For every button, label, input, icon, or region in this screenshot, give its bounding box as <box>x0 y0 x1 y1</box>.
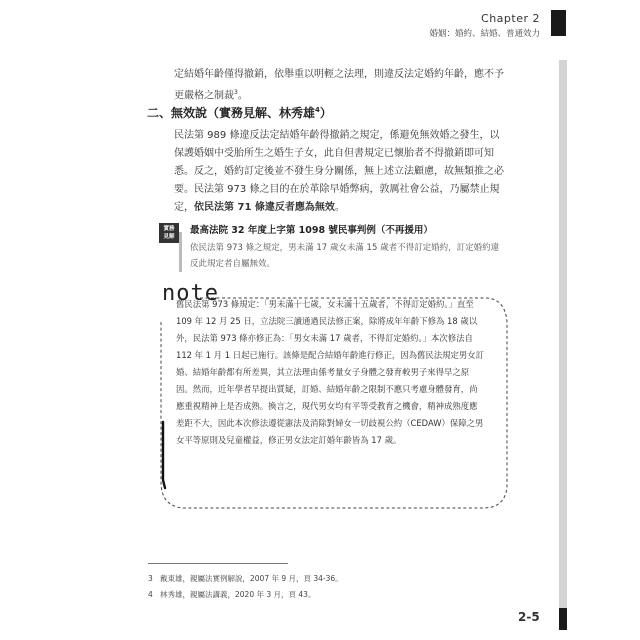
page-number: 2-5 <box>518 610 540 624</box>
section-heading <box>147 104 332 121</box>
page-tab-marker <box>559 608 567 630</box>
case-text: 依民法第 973 條之規定，男未滿 17 歲女未滿 15 歲者不得訂定婚約，訂定婚約違反此規定者自屬無效。 <box>190 243 500 269</box>
footnote-item <box>148 589 315 600</box>
footnote-rule <box>148 563 288 564</box>
section-body-bold: 依民法第 71 條違反者應為無效 <box>194 202 335 213</box>
section-body <box>174 127 509 217</box>
badge-line-2: 見解 <box>163 234 175 240</box>
footnote-text: 戴東雄，親屬法實例解說，2007 年 9 月，頁 34-36。 <box>160 574 343 583</box>
section-title: 二、無效說（實務見解、林秀雄 <box>147 106 316 120</box>
footnote-number: 4 <box>148 590 153 599</box>
footnote-item <box>148 573 343 584</box>
footnote-ref-3: 3 <box>234 89 238 96</box>
section-title-close: ） <box>319 106 332 120</box>
footnote-text: 林秀雄，親屬法講義，2020 年 3 月，頁 43。 <box>160 590 316 599</box>
chapter-subtitle: 婚姻：婚約、結婚、普通效力 <box>429 29 540 39</box>
footnote-number: 3 <box>148 574 153 583</box>
case-side-rule <box>179 232 182 272</box>
footnote-ref-4: 4 <box>315 106 320 114</box>
section-body-end: 。 <box>334 202 345 213</box>
practice-badge <box>159 223 179 243</box>
case-title: 最高法院 32 年度上字第 1098 號民事判例（不再援用） <box>190 225 433 236</box>
intro-text: 定結婚年齡僅得撤銷，依舉重以明輕之法理，則違反法定婚約年齡，應不予更嚴格之制裁 <box>174 69 504 102</box>
section-body-text: 民法第 989 條違反法定結婚年齡得撤銷之規定，係避免無效婚之發生，以保護婚姻中受胎所生之婚生子女，此自但書規定已懷胎者不得撤銷即可知悉。反之，婚約訂定後並不發生身分關係，無上述立法顧慮，故無類推之必要。民法第 973 條之目的在於革除早婚弊病，敦厲社會公益，乃屬禁止規定， <box>174 130 504 213</box>
chapter-label: Chapter 2 <box>481 12 540 25</box>
page-side-bar <box>559 60 567 608</box>
note-label: note <box>162 281 219 306</box>
intro-end: 。 <box>237 90 248 102</box>
intro-paragraph <box>174 66 509 105</box>
running-header <box>429 12 540 39</box>
badge-line-1: 實務 <box>163 226 175 232</box>
note-text: 舊民法第 973 條規定：「男未滿十七歲，女未滿十五歲者，不得訂定婚約。」直至 109 年 12 月 25 日，立法院三讀通過民法修正案，除將成年年齡下修為 18 歲以外，民法第 973 條亦修正為：「男女未滿 17 歲者，不得訂定婚約。」本次修法自 112 年 1 月 1 日起已施行。該條是配合結婚年齡進行修正，因為舊民法規定男女訂婚、結婚年齡都有所差異，其立法理由係考量女子身體之發育較男子來得早之原因。然而，近年學者早提出質疑，訂婚、結婚年齡之限制不應只考慮身體發育，尚應重視精神上是否成熟。換言之，現代男女均有平等受教育之機會，精神成熟度應差距不大，因此本次修法遵從憲法及消除對婦女一切歧視公約（CEDAW）保障之男女平等原則及兒童權益，修正男女法定訂婚年齡皆為 17 歲。 <box>176 299 484 445</box>
chapter-tab-marker <box>551 10 566 36</box>
